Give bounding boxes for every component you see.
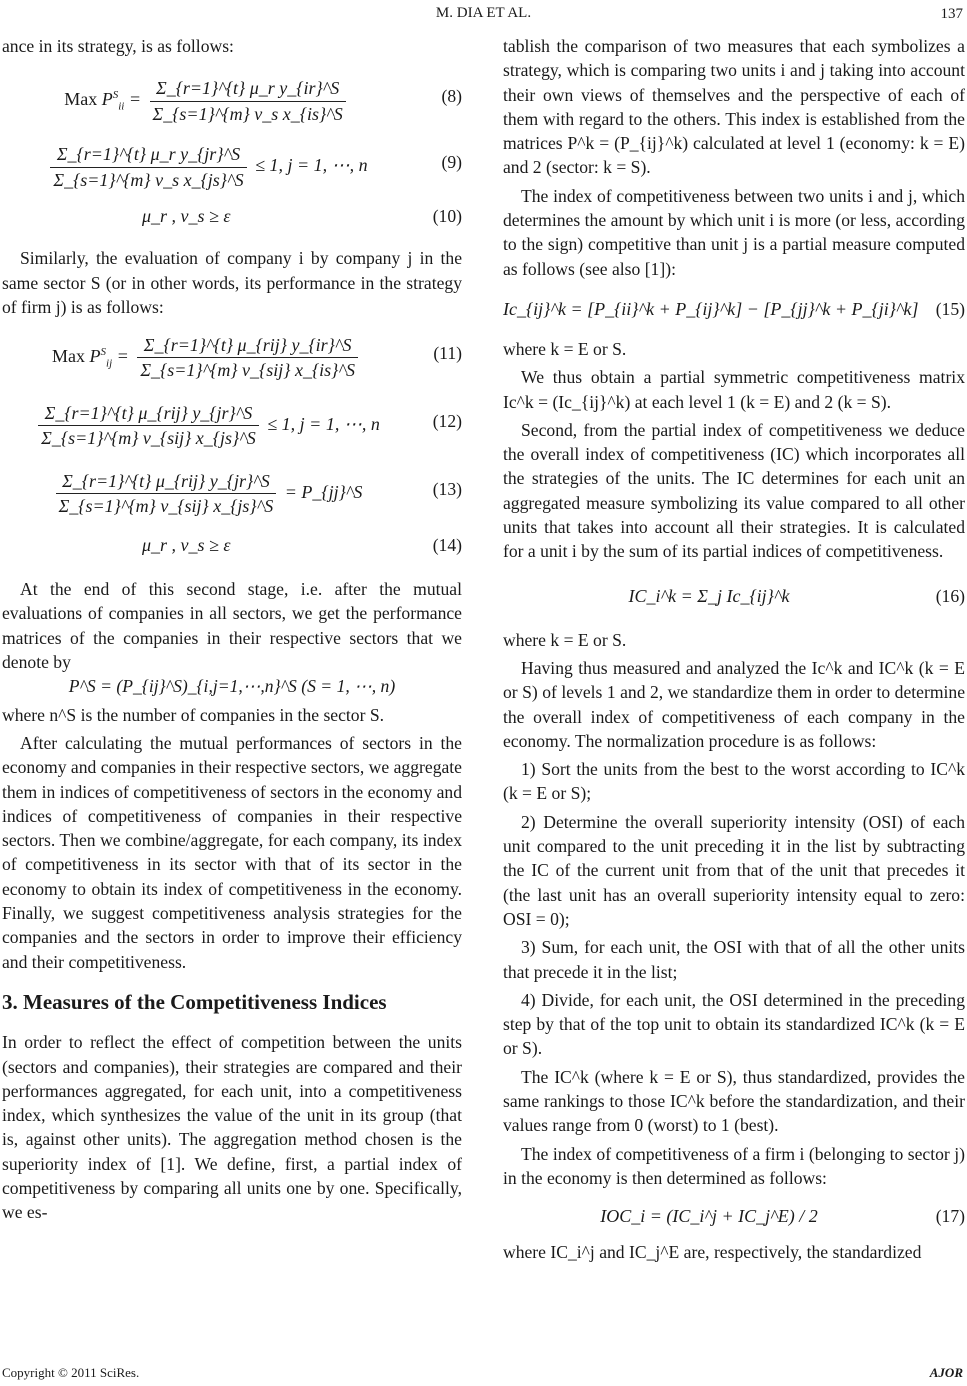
list-step-3: 3) Sum, for each unit, the OSI with that of all the other units that precede it in the list; [503, 937, 965, 982]
eq15-label: (15) [935, 298, 965, 319]
journal-abbrev: AJOR [929, 1365, 963, 1380]
equation-15 [503, 285, 965, 337]
list-step-1: 1) Sort the units from the best to the worst according to IC^k (k = E or S); [503, 759, 965, 804]
equation-12 [2, 391, 462, 459]
paragraph-index-between: The index of competitiveness between two units i and j, which determines the amount by which unit i is more (or less, according to the sign) competitive than unit j is a partial measure computed as follows (see also [1]): [503, 185, 965, 279]
equation-10 [2, 198, 462, 238]
eq13-label: (13) [432, 479, 462, 500]
eq9-label: (9) [441, 152, 462, 173]
eq9-denominator: Σ_{s=1}^{m} ν_s x_{js}^S [53, 169, 244, 190]
equation-14 [2, 527, 462, 567]
eq13-rhs: = P_{jj}^S [284, 482, 363, 503]
paragraph-tablish: tablish the comparison of two measures that each symbolizes a strategy, which is comparing two units i and j taking into account their own views of themselves and the perspective of each of them with regard to the others. This index is established from the matrices P^k = (P_{ij}^k) calculated at level 1 (economy: k = E) and 2 (sector: k = S). [503, 36, 965, 178]
eq17-label: (17) [935, 1206, 965, 1227]
eq17-math: IOC_i = (IC_i^j + IC_j^E) / 2 [600, 1206, 818, 1227]
left-column [2, 34, 462, 1229]
right-column [503, 34, 965, 1268]
equation-16 [503, 568, 965, 628]
paragraph-in-order: In order to reflect the effect of competition between the units (sectors and companies), their strategies are compared and their performances aggregated, for each unit, into a competitiveness index, which synthesizes the value of the unit in its group (that is, against other units). The aggregation method chosen is the superiority index of [1]. We define, first, a partial index of competitiveness by comparing all units one by one. Specifically, we es- [2, 1032, 462, 1223]
page-header [0, 0, 967, 30]
eq12-denominator: Σ_{s=1}^{m} ν_{sij} x_{js}^S [41, 428, 256, 449]
eq14-label: (14) [432, 535, 462, 556]
paragraph-where-ns: where n^S is the number of companies in the sector S. [2, 704, 385, 725]
eq11-label: (11) [433, 343, 462, 364]
page-number: 137 [940, 6, 963, 22]
paragraph-the-ic: The IC^k (where k = E or S), thus standardized, provides the same rankings to those IC^k before the standardization, and their values range from 0 (worst) to 1 (best). [503, 1066, 965, 1136]
equation-13 [2, 459, 462, 527]
copyright-text: Copyright © 2011 SciRes. [2, 1365, 140, 1380]
paragraph-end-stage: At the end of this second stage, i.e. after the mutual evaluations of companies in all sectors, we get the performance matrices of the companies in their respective sectors that we denote by [2, 579, 462, 673]
eq9-numerator: Σ_{r=1}^{t} μ_r y_{jr}^S [50, 142, 246, 167]
eq8-numerator: Σ_{r=1}^{t} μ_r y_{ir}^S [150, 76, 346, 101]
paragraph-we-thus: We thus obtain a partial symmetric competitiveness matrix Ic^k = (Ic_{ij}^k) at each level 1 (k = E) and 2 (k = S). [503, 367, 965, 412]
eq14-math: μ_r , ν_s ≥ ε [142, 535, 231, 556]
eq8-denominator: Σ_{s=1}^{m} ν_s x_{is}^S [152, 103, 343, 124]
paragraph-having: Having thus measured and analyzed the Ic^k and IC^k (k = E or S) of levels 1 and 2, we standardize them in order to determine the overall index of competitiveness of each company in the economy. The normalization procedure is as follows: [503, 657, 965, 751]
eq16-math: IC_i^k = Σ_j Ic_{ij}^k [628, 585, 790, 606]
equation-17 [503, 1194, 965, 1240]
paragraph-after-calculating: After calculating the mutual performances of sectors in the economy and companies in their respective sectors, we aggregate them in indices of competitiveness of sectors in the economy and indices of competitiveness of companies in their respective sectors. Then we combine/aggregate, for each company, its index of competitiveness in its sector with that of its sector in the economy to obtain its index of competitiveness in the economy. Finally, we suggest competitiveness analysis strategies for the companies and the sectors in order to improve their efficiency and their competitiveness. [2, 732, 462, 972]
eq12-numerator: Σ_{r=1}^{t} μ_{rij} y_{jr}^S [38, 401, 259, 426]
eq10-math: μ_r , ν_s ≥ ε [142, 206, 231, 227]
eq8-label: (8) [441, 86, 462, 107]
paragraph-firm-index: The index of competitiveness of a firm i (belonging to sector j) in the economy is then determined as follows: [503, 1143, 965, 1188]
paragraph-where-17: where IC_i^j and IC_j^E are, respectively, the standardized [503, 1242, 922, 1263]
eq9-rhs: ≤ 1, j = 1, ⋯, n [255, 155, 368, 176]
list-step-4: 4) Divide, for each unit, the OSI determined in the preceding step by that of the top unit to obtain its standardized IC^k (k = E or S). [503, 989, 965, 1059]
equation-9 [2, 130, 462, 198]
equation-8: Max $P^S_{ii}$ = $\frac{\text{Σ\_\{r=1\}\textasciicircum{}\{t\} μ\_r y\_\{ir\}\textasciicircum{}S}}{\text{Σ\_\{s=1\}\textasciicircum{}\{m\} ν\_s x\_\{is\}\textasciicircum{}S}}$ (8) [2, 62, 462, 130]
section-heading: 3. Measures of the Competitiveness Indices [2, 989, 387, 1014]
eq16-label: (16) [935, 585, 965, 606]
page-footer [0, 1363, 967, 1383]
paragraph-where-15: where k = E or S. [503, 338, 627, 359]
list-step-2: 2) Determine the overall superiority intensity (OSI) of each unit compared to the unit preceding it in the list by subtracting the IC of the current unit from that of the unit that precedes it (the last unit has an overall superiority intensity equal to zero: OSI = 0); [503, 811, 965, 929]
eq13-numerator: Σ_{r=1}^{t} μ_{rij} y_{jr}^S [56, 469, 277, 494]
eq13-denominator: Σ_{s=1}^{m} ν_{sij} x_{js}^S [58, 496, 274, 517]
performance-matrix-formula: P^S = (P_{ij}^S)_{i,j=1,⋯,n}^S (S = 1, ⋯, n) [68, 676, 396, 697]
eq12-label: (12) [432, 411, 462, 432]
eq11-denominator: Σ_{s=1}^{m} ν_{sij} x_{is}^S [140, 360, 355, 381]
eq10-label: (10) [432, 206, 462, 227]
eq15-math: Ic_{ij}^k = [P_{ii}^k + P_{ij}^k] − [P_{jj}^k + P_{ji}^k] [503, 298, 919, 319]
running-title: M. DIA ET AL. [435, 5, 532, 21]
paragraph-where-16: where k = E or S. [503, 629, 627, 650]
eq12-rhs: ≤ 1, j = 1, ⋯, n [267, 414, 380, 435]
paragraph-second: Second, from the partial index of competitiveness we deduce the overall index of competitiveness (IC) which incorporates all the strategies of the units. The IC determines for each unit an aggregated measure symbolizing its value compared to all other units that takes into account all their strategies. It is calculated for a unit i by the sum of its partial indices of competitiveness. [503, 419, 965, 562]
paragraph-intro: ance in its strategy, is as follows: [2, 36, 234, 56]
paragraph-similarly: Similarly, the evaluation of company i by company j in the same sector S (or in other words, its performance in the strategy of firm j) is as follows: [2, 248, 462, 317]
equation-11: Max $P^S_{ij}$ = $\frac{\text{Σ\_\{r=1\}\textasciicircum{}\{t\} μ\_\{rij\} y\_\{ir\}\textasciicircum{}S}}{\text{Σ\_\{s=1\}\textasciicircum{}\{m\} ν\_\{sij\} x\_\{is\}\textasciicircum{}S}}$ (11) [2, 323, 462, 391]
eq11-numerator: Σ_{r=1}^{t} μ_{rij} y_{ir}^S [137, 333, 358, 358]
